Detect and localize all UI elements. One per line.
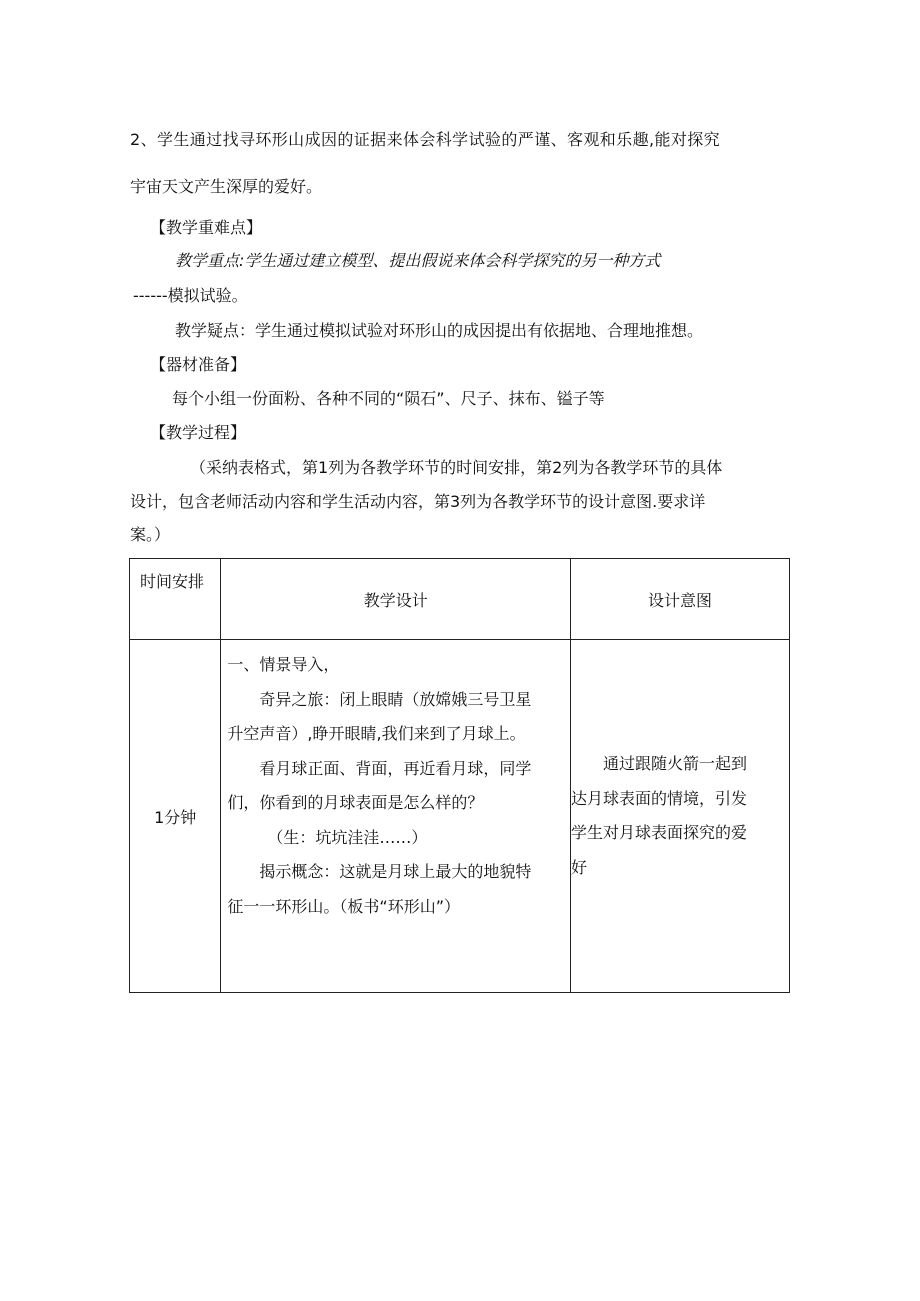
materials-heading: 【器材准备】 [150, 355, 247, 374]
design-line: 看月球正面、背面，再近看月球，同学 [227, 758, 532, 778]
header-design: 教学设计 [221, 559, 571, 640]
materials-list: 每个小组一份面粉、各种不同的“陨石”、尺子、抹布、镒子等 [172, 389, 605, 408]
table-row [130, 640, 790, 993]
goal-2-line-2: 宇宙天文产生深厚的爱好。 [130, 177, 323, 196]
design-line: 征一一环形山。（板书“环形山”） [227, 896, 460, 916]
process-note-line-1: （采纳表格式，第1列为各教学环节的时间安排，第2列为各教学环节的具体 [190, 458, 723, 477]
intent-line: 学生对月球表面探究的爱 [570, 823, 747, 842]
design-cell [221, 640, 571, 993]
design-line: （生：坑坑洼洼……） [227, 827, 428, 847]
difficulty-point: 教学疑点：学生通过模拟试验对环形山的成因提出有依据地、合理地推想。 [175, 321, 704, 340]
header-intent: 设计意图 [570, 559, 789, 640]
lesson-plan-table [129, 558, 790, 993]
time-cell: 1分钟 [130, 640, 221, 993]
intent-cell [570, 640, 789, 993]
design-line: 们，你看到的月球表面是怎么样的？ [227, 793, 484, 812]
process-note-line-3: 案。） [130, 525, 171, 544]
key-point-continued: ------模拟试验。 [133, 286, 248, 305]
intent-line: 通过跟随火箭一起到 [570, 754, 747, 773]
process-heading: 【教学过程】 [150, 423, 247, 442]
intent-line: 好 [570, 857, 587, 877]
design-line: 揭示概念：这就是月球上最大的地貌特 [227, 862, 532, 881]
process-note-line-2: 设计，包含老师活动内容和学生活动内容，第3列为各教学环节的设计意图.要求详 [130, 492, 706, 511]
key-difficulty-heading: 【教学重难点】 [150, 218, 263, 237]
key-point: 教学重点:学生通过建立模型、提出假说来体会科学探究的另一种方式 [175, 251, 661, 270]
table-header-row [130, 559, 790, 640]
intent-line: 达月球表面的情境，引发 [570, 788, 747, 808]
design-line: 奇异之旅：闭上眼睛（放嫦娥三号卫星 [227, 689, 532, 709]
goal-2-line-1: 2、学生通过找寻环形山成因的证据来体会科学试验的严谨、客观和乐趣,能对探究 [130, 130, 721, 149]
design-line: 升空声音）,睁开眼睛,我们来到了月球上。 [227, 724, 526, 743]
design-line: 一、情景导入， [227, 655, 340, 674]
header-time: 时间安排 [130, 559, 221, 640]
